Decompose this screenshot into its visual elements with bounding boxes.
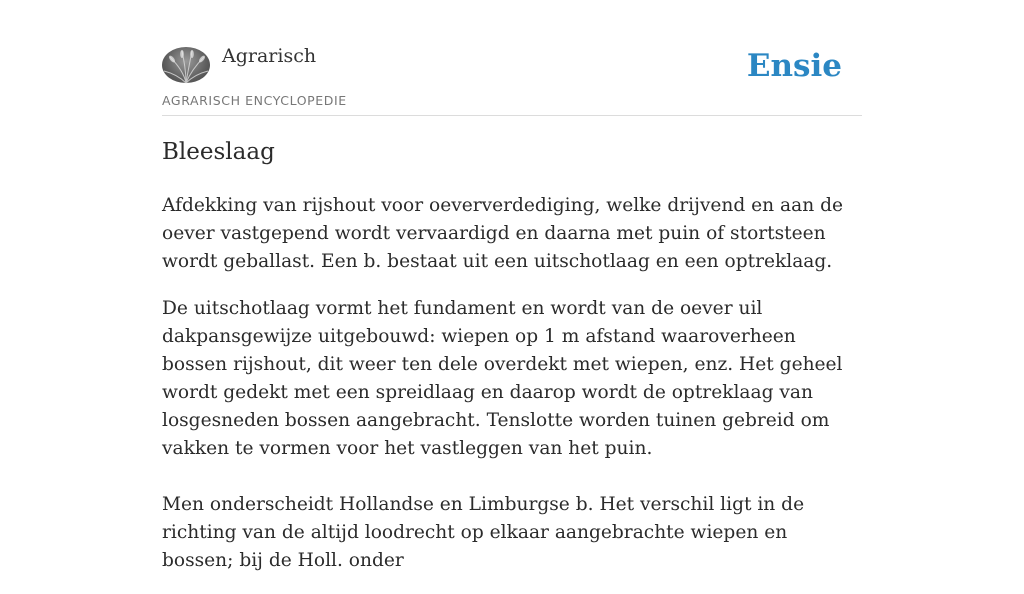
article-paragraph: De uitschotlaag vormt het fundament en wordt van de oever uil dakpansgewijze uitgebouwd: wiepen op 1 m afstand waaroverheen bossen rijshout, dit weer ten dele overdekt met wiepen, enz. Het geheel wordt gedekt met een spreidlaag en daarop wordt de optreklaag van losgesneden bossen aangebracht. Tenslotte worden tuinen gebreid om vakken te vormen voor het vastleggen van het puin.	[162, 298, 843, 459]
article-title: Bleeslaag	[162, 139, 275, 165]
article-paragraph: Men onderscheidt Hollandse en Limburgse b. Het verschil ligt in de richting van de altijd loodrecht op elkaar aangebrachte wiepen en bossen; bij de Holl. onder	[162, 494, 805, 571]
brand-logo[interactable]: Ensie	[746, 48, 842, 84]
article-page	[162, 0, 862, 571]
source-subtitle[interactable]: AGRARISCH ENCYCLOPEDIE	[162, 93, 347, 108]
article-paragraph: Afdekking van rijshout voor oeververdediging, welke drijvend en aan de oever vastgepend wordt vervaardigd en daarna met puin of stortsteen wordt geballast. Een b. bestaat uit een uitschotlaag en een optreklaag.	[162, 195, 843, 272]
wheat-icon[interactable]	[162, 47, 210, 83]
source-header	[162, 0, 862, 116]
article-body	[162, 192, 862, 594]
source-name[interactable]: Agrarisch	[222, 45, 317, 67]
